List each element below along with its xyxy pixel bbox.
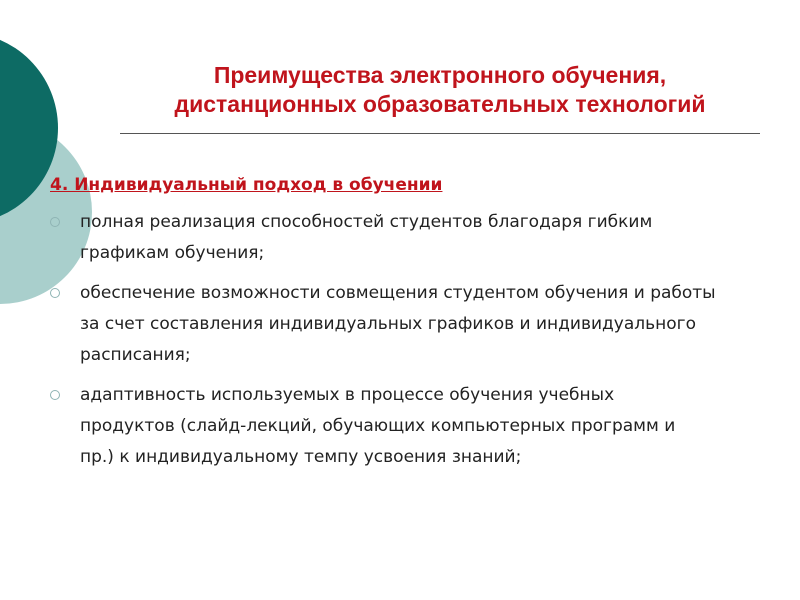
bullet-text-line: пр.) к индивидуальному темпу усвоения знаний; bbox=[80, 447, 522, 467]
bullet-text-line: полная реализация способностей студентов благодаря гибким bbox=[80, 212, 653, 232]
bullet-text-line: адаптивность используемых в процессе обучения учебных bbox=[80, 385, 615, 405]
bullet-text-line: за счет составления индивидуальных графиков и индивидуального bbox=[80, 314, 696, 334]
title-divider bbox=[120, 133, 760, 134]
section-heading: 4. Индивидуальный подход в обучении bbox=[50, 175, 443, 195]
bullet-item bbox=[50, 380, 780, 473]
bullet-text-line: расписания; bbox=[80, 345, 191, 365]
bullet-item bbox=[50, 278, 780, 371]
title-line-2: дистанционных образовательных технологий bbox=[174, 91, 706, 117]
bullet-circle-icon bbox=[50, 288, 60, 298]
bullet-item bbox=[50, 207, 780, 269]
bullet-circle-icon bbox=[50, 217, 60, 227]
title-line-1: Преимущества электронного обучения, bbox=[213, 62, 667, 88]
slide-title bbox=[100, 61, 780, 119]
bullet-text-line: продуктов (слайд-лекций, обучающих компьютерных программ и bbox=[80, 416, 676, 436]
bullet-text-line: графикам обучения; bbox=[80, 243, 265, 263]
bullet-text-line: обеспечение возможности совмещения студентом обучения и работы bbox=[80, 283, 716, 303]
bullet-circle-icon bbox=[50, 390, 60, 400]
bullet-list bbox=[50, 207, 780, 482]
